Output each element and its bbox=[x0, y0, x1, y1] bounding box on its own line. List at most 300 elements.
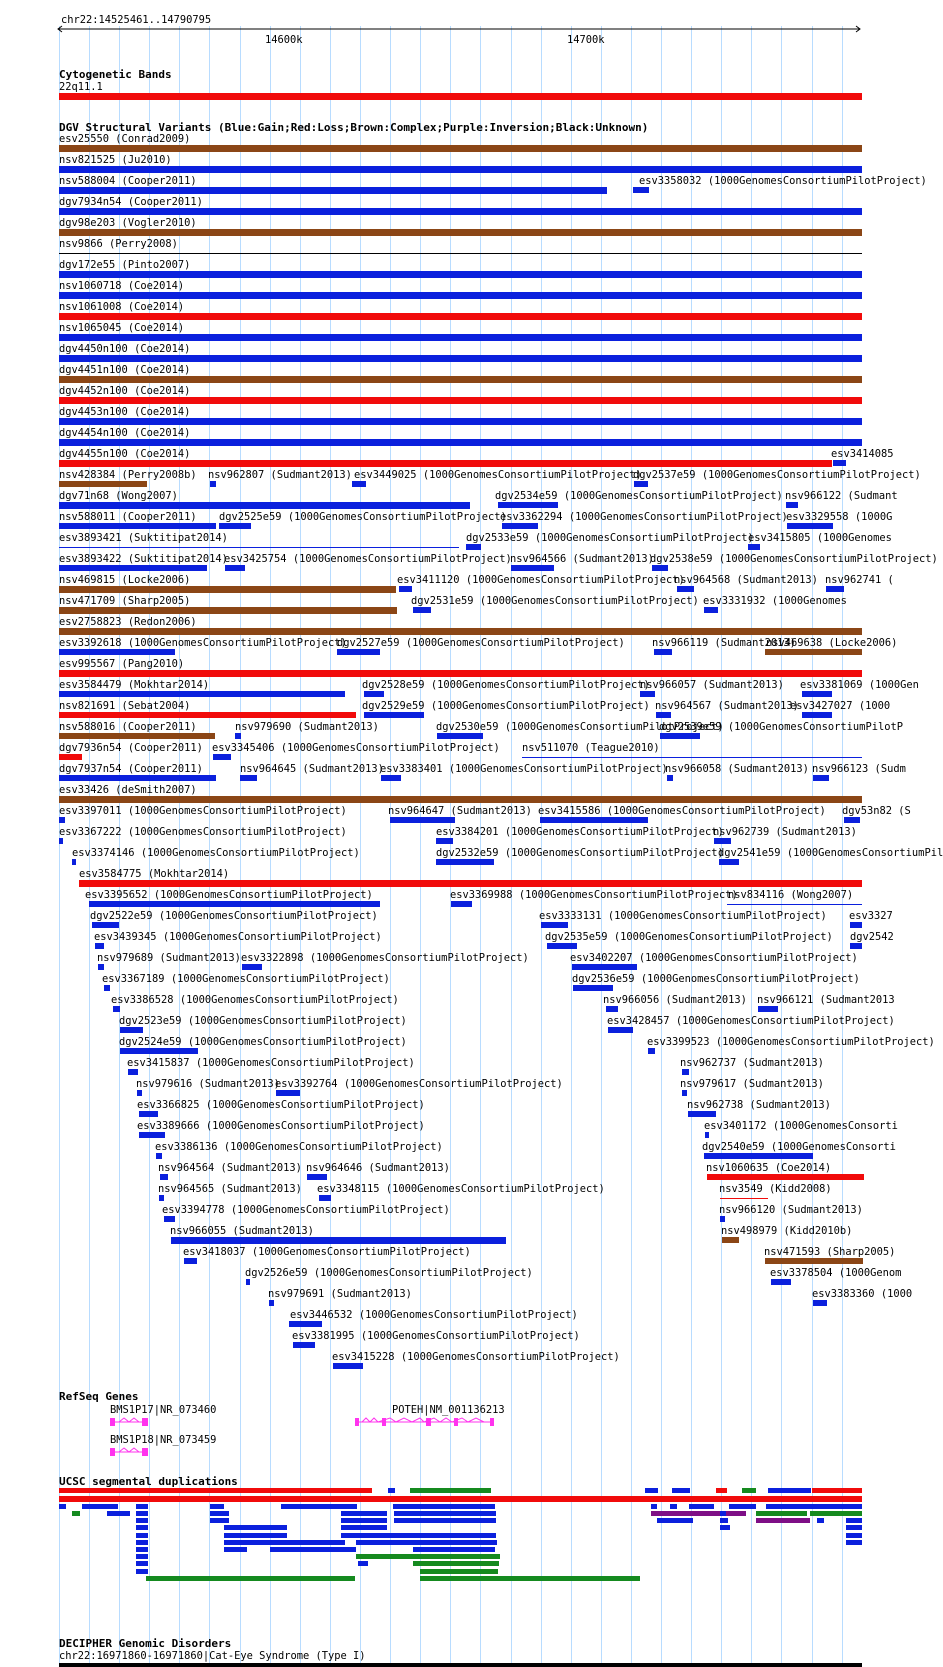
variant-label[interactable]: nsv979617 (Sudmant2013) bbox=[680, 1078, 824, 1090]
variant-bar[interactable] bbox=[59, 670, 862, 677]
variant-bar[interactable] bbox=[59, 817, 65, 823]
segdup-block[interactable] bbox=[356, 1540, 497, 1545]
variant-bar[interactable] bbox=[633, 187, 649, 193]
segdup-block[interactable] bbox=[136, 1554, 148, 1559]
variant-bar[interactable] bbox=[59, 775, 216, 781]
segdup-block[interactable] bbox=[82, 1504, 118, 1509]
variant-bar[interactable] bbox=[59, 460, 832, 467]
variant-label[interactable]: esv3394778 (1000GenomesConsortiumPilotProject) bbox=[162, 1204, 450, 1216]
variant-label[interactable]: esv25550 (Conrad2009) bbox=[59, 133, 191, 145]
variant-label[interactable]: esv3893422 (Suktitipat2014) bbox=[59, 553, 228, 565]
variant-label[interactable]: esv3584775 (Mokhtar2014) bbox=[79, 868, 230, 880]
variant-label[interactable]: esv995567 (Pang2010) bbox=[59, 658, 185, 670]
variant-label[interactable]: esv3374146 (1000GenomesConsortiumPilotProject) bbox=[72, 847, 360, 859]
variant-bar[interactable] bbox=[59, 628, 862, 635]
variant-label[interactable]: dgv2541e59 (1000GenomesConsortiumPil bbox=[718, 847, 943, 859]
segdup-block[interactable] bbox=[750, 1504, 756, 1509]
variant-label[interactable]: esv3395652 (1000GenomesConsortiumPilotProject) bbox=[85, 889, 373, 901]
variant-bar[interactable] bbox=[225, 565, 245, 571]
variant-bar[interactable] bbox=[748, 544, 760, 550]
segdup-block[interactable] bbox=[756, 1511, 807, 1516]
segdup-block[interactable] bbox=[716, 1488, 727, 1493]
variant-label[interactable]: esv3366825 (1000GenomesConsortiumPilotProject) bbox=[137, 1099, 425, 1111]
variant-bar[interactable] bbox=[606, 1006, 618, 1012]
segdup-block[interactable] bbox=[689, 1504, 714, 1509]
variant-bar[interactable] bbox=[547, 943, 577, 949]
variant-bar[interactable] bbox=[307, 1174, 327, 1180]
variant-bar[interactable] bbox=[59, 187, 607, 194]
segdup-block[interactable] bbox=[59, 1488, 372, 1493]
variant-label[interactable]: nsv821525 (Ju2010) bbox=[59, 154, 172, 166]
variant-label[interactable]: nsv962739 (Sudmant2013) bbox=[713, 826, 857, 838]
variant-bar[interactable] bbox=[802, 712, 832, 718]
gene-label[interactable]: BMS1P18|NR_073459 bbox=[110, 1434, 217, 1446]
variant-label[interactable]: esv3389666 (1000GenomesConsortiumPilotProject) bbox=[137, 1120, 425, 1132]
variant-label[interactable]: esv3415837 (1000GenomesConsortiumPilotProject) bbox=[127, 1057, 415, 1069]
variant-label[interactable]: esv3362294 (1000GenomesConsortiumPilotProject) bbox=[500, 511, 788, 523]
variant-bar[interactable] bbox=[704, 607, 718, 613]
variant-bar[interactable] bbox=[802, 691, 832, 697]
variant-label[interactable]: nsv821691 (Sebat2004) bbox=[59, 700, 191, 712]
variant-bar[interactable] bbox=[765, 649, 862, 655]
variant-label[interactable]: nsv966055 (Sudmant2013) bbox=[170, 1225, 314, 1237]
gene-model-glyph[interactable] bbox=[109, 1416, 149, 1428]
variant-label[interactable]: esv3384201 (1000GenomesConsortiumPilotProject) bbox=[436, 826, 724, 838]
variant-bar[interactable] bbox=[364, 691, 384, 697]
variant-label[interactable]: esv3397011 (1000GenomesConsortiumPilotProject) bbox=[59, 805, 347, 817]
variant-label[interactable]: esv3329558 (1000G bbox=[786, 511, 893, 523]
variant-label[interactable]: esv3415586 (1000GenomesConsortiumPilotProject) bbox=[538, 805, 826, 817]
segdup-block[interactable] bbox=[393, 1504, 495, 1509]
variant-label[interactable]: esv3369988 (1000GenomesConsortiumPilotProject) bbox=[450, 889, 738, 901]
variant-label[interactable]: esv3327 bbox=[849, 910, 893, 922]
variant-bar[interactable] bbox=[437, 733, 483, 739]
segdup-block[interactable] bbox=[136, 1569, 148, 1574]
variant-label[interactable]: esv3418037 (1000GenomesConsortiumPilotProject) bbox=[183, 1246, 471, 1258]
segdup-block[interactable] bbox=[341, 1525, 387, 1530]
variant-label[interactable]: esv3392764 (1000GenomesConsortiumPilotProject) bbox=[275, 1078, 563, 1090]
variant-bar[interactable] bbox=[511, 565, 554, 571]
variant-bar[interactable] bbox=[634, 481, 648, 487]
variant-bar[interactable] bbox=[850, 922, 862, 928]
variant-bar[interactable] bbox=[719, 859, 739, 865]
variant-label[interactable]: nsv471593 (Sharp2005) bbox=[764, 1246, 896, 1258]
segdup-block[interactable] bbox=[136, 1504, 148, 1509]
variant-bar[interactable] bbox=[242, 964, 262, 970]
variant-bar[interactable] bbox=[269, 1300, 274, 1306]
variant-label[interactable]: nsv979689 (Sudmant2013) bbox=[97, 952, 241, 964]
variant-label[interactable]: nsv966058 (Sudmant2013) bbox=[665, 763, 809, 775]
variant-label[interactable]: dgv2540e59 (1000GenomesConsorti bbox=[702, 1141, 896, 1153]
variant-bar[interactable] bbox=[705, 1132, 709, 1138]
variant-bar[interactable] bbox=[210, 481, 216, 487]
variant-bar[interactable] bbox=[682, 1069, 689, 1075]
variant-bar[interactable] bbox=[113, 1006, 120, 1012]
variant-label[interactable]: nsv962807 (Sudmant2013) bbox=[208, 469, 352, 481]
gene-model-glyph[interactable] bbox=[354, 1416, 496, 1428]
variant-bar[interactable] bbox=[786, 502, 798, 508]
variant-label[interactable]: dgv2524e59 (1000GenomesConsortiumPilotProject) bbox=[119, 1036, 407, 1048]
variant-label[interactable]: nsv964568 (Sudmant2013) bbox=[674, 574, 818, 586]
variant-label[interactable]: nsv834116 (Wong2007) bbox=[728, 889, 854, 901]
variant-bar[interactable] bbox=[120, 1027, 143, 1033]
variant-label[interactable]: nsv511070 (Teague2010) bbox=[522, 742, 660, 754]
variant-label[interactable]: nsv962738 (Sudmant2013) bbox=[687, 1099, 831, 1111]
variant-bar[interactable] bbox=[59, 397, 862, 404]
variant-label[interactable]: dgv2531e59 (1000GenomesConsortiumPilotProject) bbox=[411, 595, 699, 607]
variant-label[interactable]: nsv588004 (Cooper2011) bbox=[59, 175, 197, 187]
variant-bar[interactable] bbox=[276, 1090, 300, 1096]
segdup-block[interactable] bbox=[358, 1561, 368, 1566]
variant-bar[interactable] bbox=[720, 1216, 725, 1222]
variant-label[interactable]: nsv498979 (Kidd2010b) bbox=[721, 1225, 853, 1237]
variant-label[interactable]: esv3367222 (1000GenomesConsortiumPilotProject) bbox=[59, 826, 347, 838]
variant-label[interactable]: nsv964647 (Sudmant2013) bbox=[388, 805, 532, 817]
variant-bar[interactable] bbox=[850, 943, 862, 949]
variant-label[interactable]: esv3402207 (1000GenomesConsortiumPilotProject) bbox=[570, 952, 858, 964]
segdup-block[interactable] bbox=[72, 1511, 80, 1516]
variant-label[interactable]: nsv964567 (Sudmant2013) bbox=[655, 700, 799, 712]
variant-bar[interactable] bbox=[381, 775, 401, 781]
variant-label[interactable]: esv3893421 (Suktitipat2014) bbox=[59, 532, 228, 544]
variant-label[interactable]: nsv966122 (Sudmant bbox=[785, 490, 898, 502]
segdup-block[interactable] bbox=[136, 1540, 148, 1545]
variant-label[interactable]: nsv588011 (Cooper2011) bbox=[59, 511, 197, 523]
variant-bar[interactable] bbox=[213, 754, 231, 760]
segdup-block[interactable] bbox=[210, 1518, 229, 1523]
segdup-block[interactable] bbox=[756, 1518, 810, 1523]
variant-bar[interactable] bbox=[682, 1090, 687, 1096]
variant-bar[interactable] bbox=[293, 1342, 315, 1348]
variant-bar[interactable] bbox=[660, 733, 700, 739]
variant-bar[interactable] bbox=[59, 547, 459, 548]
gene-model-glyph[interactable] bbox=[109, 1446, 149, 1458]
variant-label[interactable]: nsv9866 (Perry2008) bbox=[59, 238, 178, 250]
variant-label[interactable]: esv33426 (deSmith2007) bbox=[59, 784, 197, 796]
variant-label[interactable]: dgv2539e59 (1000GenomesConsortiumPilotP bbox=[659, 721, 903, 733]
variant-label[interactable]: dgv71n68 (Wong2007) bbox=[59, 490, 178, 502]
variant-bar[interactable] bbox=[714, 838, 731, 844]
variant-bar[interactable] bbox=[59, 712, 356, 718]
variant-label[interactable]: nsv962741 ( bbox=[825, 574, 894, 586]
variant-bar[interactable] bbox=[758, 1006, 778, 1012]
variant-label[interactable]: nsv1065045 (Coe2014) bbox=[59, 322, 185, 334]
variant-label[interactable]: esv3322898 (1000GenomesConsortiumPilotProject) bbox=[241, 952, 529, 964]
variant-bar[interactable] bbox=[59, 691, 345, 697]
variant-label[interactable]: nsv469815 (Locke2006) bbox=[59, 574, 191, 586]
variant-bar[interactable] bbox=[826, 586, 844, 592]
variant-bar[interactable] bbox=[139, 1132, 165, 1138]
segdup-block[interactable] bbox=[59, 1496, 862, 1502]
variant-bar[interactable] bbox=[59, 229, 862, 236]
variant-label[interactable]: esv3383360 (1000 bbox=[812, 1288, 913, 1300]
segdup-block[interactable] bbox=[413, 1547, 495, 1552]
variant-label[interactable]: esv3333131 (1000GenomesConsortiumPilotProject) bbox=[539, 910, 827, 922]
variant-bar[interactable] bbox=[844, 817, 860, 823]
segdup-block[interactable] bbox=[341, 1511, 387, 1516]
variant-bar[interactable] bbox=[436, 838, 453, 844]
variant-label[interactable]: dgv7936n54 (Cooper2011) bbox=[59, 742, 203, 754]
variant-bar[interactable] bbox=[59, 586, 396, 593]
segdup-block[interactable] bbox=[413, 1561, 499, 1566]
segdup-block[interactable] bbox=[846, 1518, 862, 1523]
segdup-block[interactable] bbox=[224, 1525, 287, 1530]
variant-bar[interactable] bbox=[436, 859, 494, 865]
variant-label[interactable]: nsv966120 (Sudmant2013) bbox=[719, 1204, 863, 1216]
variant-label[interactable]: esv3439345 (1000GenomesConsortiumPilotProject) bbox=[94, 931, 382, 943]
variant-bar[interactable] bbox=[59, 334, 862, 341]
variant-label[interactable]: nsv966056 (Sudmant2013) bbox=[603, 994, 747, 1006]
variant-bar[interactable] bbox=[648, 1048, 655, 1054]
variant-label[interactable]: nsv966123 (Sudm bbox=[812, 763, 906, 775]
variant-bar[interactable] bbox=[92, 922, 119, 928]
segdup-block[interactable] bbox=[846, 1540, 862, 1545]
variant-bar[interactable] bbox=[59, 376, 862, 383]
variant-label[interactable]: esv2758823 (Redon2006) bbox=[59, 616, 197, 628]
variant-bar[interactable] bbox=[59, 166, 862, 173]
variant-label[interactable]: esv3367189 (1000GenomesConsortiumPilotProject) bbox=[102, 973, 390, 985]
variant-bar[interactable] bbox=[654, 649, 672, 655]
variant-label[interactable]: esv3345406 (1000GenomesConsortiumPilotProject) bbox=[212, 742, 500, 754]
variant-label[interactable]: esv3399523 (1000GenomesConsortiumPilotProject) bbox=[647, 1036, 935, 1048]
variant-label[interactable]: dgv2526e59 (1000GenomesConsortiumPilotProject) bbox=[245, 1267, 533, 1279]
segdup-block[interactable] bbox=[670, 1504, 677, 1509]
segdup-block[interactable] bbox=[136, 1518, 148, 1523]
variant-bar[interactable] bbox=[640, 691, 655, 697]
variant-bar[interactable] bbox=[59, 481, 147, 487]
segdup-block[interactable] bbox=[394, 1511, 496, 1516]
variant-label[interactable]: esv3392618 (1000GenomesConsortiumPilotProject) bbox=[59, 637, 347, 649]
variant-bar[interactable] bbox=[289, 1321, 322, 1327]
variant-label[interactable]: dgv2532e59 (1000GenomesConsortiumPilotProject) bbox=[436, 847, 724, 859]
variant-bar[interactable] bbox=[652, 565, 668, 571]
variant-bar[interactable] bbox=[89, 901, 380, 907]
segdup-block[interactable] bbox=[224, 1533, 287, 1538]
variant-label[interactable]: esv3358032 (1000GenomesConsortiumPilotProject) bbox=[639, 175, 927, 187]
variant-bar[interactable] bbox=[59, 439, 862, 446]
variant-label[interactable]: nsv966119 (Sudmant2013) bbox=[652, 637, 796, 649]
variant-bar[interactable] bbox=[219, 523, 251, 529]
segdup-block[interactable] bbox=[356, 1554, 500, 1559]
variant-label[interactable]: esv3446532 (1000GenomesConsortiumPilotProject) bbox=[290, 1309, 578, 1321]
segdup-block[interactable] bbox=[420, 1576, 640, 1581]
variant-bar[interactable] bbox=[833, 460, 846, 466]
variant-label[interactable]: esv3427027 (1000 bbox=[790, 700, 891, 712]
segdup-block[interactable] bbox=[810, 1511, 862, 1516]
variant-label[interactable]: dgv2536e59 (1000GenomesConsortiumPilotProject) bbox=[572, 973, 860, 985]
variant-label[interactable]: nsv3549 (Kidd2008) bbox=[719, 1183, 832, 1195]
variant-bar[interactable] bbox=[160, 1174, 168, 1180]
segdup-block[interactable] bbox=[388, 1488, 395, 1493]
variant-bar[interactable] bbox=[522, 757, 862, 758]
variant-label[interactable]: nsv962737 (Sudmant2013) bbox=[680, 1057, 824, 1069]
variant-bar[interactable] bbox=[240, 775, 257, 781]
variant-bar[interactable] bbox=[59, 271, 862, 278]
variant-bar[interactable] bbox=[59, 253, 862, 254]
segdup-block[interactable] bbox=[341, 1533, 496, 1538]
variant-label[interactable]: esv3449025 (1000GenomesConsortiumPilotProject) bbox=[354, 469, 642, 481]
variant-label[interactable]: dgv4450n100 (Coe2014) bbox=[59, 343, 191, 355]
variant-label[interactable]: dgv2529e59 (1000GenomesConsortiumPilotProject) bbox=[362, 700, 650, 712]
variant-label[interactable]: esv3381069 (1000Gen bbox=[800, 679, 919, 691]
variant-label[interactable]: dgv2528e59 (1000GenomesConsortiumPilotProject) bbox=[362, 679, 650, 691]
variant-bar[interactable] bbox=[502, 523, 538, 529]
variant-label[interactable]: esv3386136 (1000GenomesConsortiumPilotProject) bbox=[155, 1141, 443, 1153]
variant-label[interactable]: nsv979691 (Sudmant2013) bbox=[268, 1288, 412, 1300]
variant-label[interactable]: dgv4451n100 (Coe2014) bbox=[59, 364, 191, 376]
variant-bar[interactable] bbox=[608, 1027, 633, 1033]
segdup-block[interactable] bbox=[224, 1547, 247, 1552]
segdup-block[interactable] bbox=[410, 1488, 491, 1493]
variant-bar[interactable] bbox=[333, 1363, 363, 1369]
variant-bar[interactable] bbox=[466, 544, 481, 550]
variant-label[interactable]: dgv2523e59 (1000GenomesConsortiumPilotProject) bbox=[119, 1015, 407, 1027]
variant-label[interactable]: dgv2527e59 (1000GenomesConsortiumPilotProject) bbox=[337, 637, 625, 649]
segdup-block[interactable] bbox=[136, 1561, 148, 1566]
variant-bar[interactable] bbox=[156, 1153, 162, 1159]
variant-label[interactable]: nsv1060718 (Coe2014) bbox=[59, 280, 185, 292]
variant-bar[interactable] bbox=[72, 859, 76, 865]
variant-label[interactable]: esv3584479 (Mokhtar2014) bbox=[59, 679, 210, 691]
segdup-block[interactable] bbox=[420, 1569, 498, 1574]
variant-bar[interactable] bbox=[59, 145, 862, 152]
segdup-block[interactable] bbox=[270, 1547, 356, 1552]
variant-bar[interactable] bbox=[656, 712, 671, 718]
variant-label[interactable]: dgv172e55 (Pinto2007) bbox=[59, 259, 191, 271]
segdup-block[interactable] bbox=[742, 1488, 756, 1493]
variant-bar[interactable] bbox=[59, 292, 862, 299]
variant-bar[interactable] bbox=[572, 964, 637, 970]
variant-label[interactable]: esv3425754 (1000GenomesConsortiumPilotProject) bbox=[224, 553, 512, 565]
variant-bar[interactable] bbox=[59, 565, 207, 571]
segdup-block[interactable] bbox=[812, 1488, 862, 1493]
variant-label[interactable]: dgv2533e59 (1000GenomesConsortiumPilotProject) bbox=[466, 532, 754, 544]
variant-bar[interactable] bbox=[540, 817, 648, 823]
variant-label[interactable]: nsv1061008 (Coe2014) bbox=[59, 301, 185, 313]
variant-bar[interactable] bbox=[59, 754, 82, 760]
variant-label[interactable]: esv3415228 (1000GenomesConsortiumPilotProject) bbox=[332, 1351, 620, 1363]
variant-label[interactable]: nsv471709 (Sharp2005) bbox=[59, 595, 191, 607]
variant-bar[interactable] bbox=[413, 607, 431, 613]
variant-label[interactable]: dgv2534e59 (1000GenomesConsortiumPilotProject) bbox=[495, 490, 783, 502]
segdup-block[interactable] bbox=[651, 1511, 746, 1516]
variant-bar[interactable] bbox=[771, 1279, 791, 1285]
variant-label[interactable]: dgv2537e59 (1000GenomesConsortiumPilotProject) bbox=[633, 469, 921, 481]
segdup-block[interactable] bbox=[817, 1518, 824, 1523]
variant-label[interactable]: nsv964565 (Sudmant2013) bbox=[158, 1183, 302, 1195]
variant-bar[interactable] bbox=[235, 733, 241, 739]
variant-bar[interactable] bbox=[137, 1090, 142, 1096]
variant-bar[interactable] bbox=[390, 817, 455, 823]
segdup-block[interactable] bbox=[210, 1504, 224, 1509]
variant-label[interactable]: nsv964566 (Sudmant2013) bbox=[510, 553, 654, 565]
variant-label[interactable]: nsv428384 (Perry2008b) bbox=[59, 469, 197, 481]
variant-bar[interactable] bbox=[246, 1279, 250, 1285]
variant-bar[interactable] bbox=[667, 775, 673, 781]
variant-bar[interactable] bbox=[79, 880, 862, 887]
variant-label[interactable]: nsv966121 (Sudmant2013 bbox=[757, 994, 895, 1006]
variant-bar[interactable] bbox=[59, 796, 862, 803]
segdup-block[interactable] bbox=[645, 1488, 658, 1493]
variant-bar[interactable] bbox=[159, 1195, 164, 1201]
cytoband-bar[interactable] bbox=[59, 93, 862, 100]
variant-bar[interactable] bbox=[59, 523, 216, 529]
gene-label[interactable]: BMS1P17|NR_073460 bbox=[110, 1404, 217, 1416]
variant-bar[interactable] bbox=[498, 502, 558, 508]
variant-label[interactable]: dgv53n82 (S bbox=[842, 805, 911, 817]
variant-bar[interactable] bbox=[319, 1195, 331, 1201]
gene-label[interactable]: POTEH|NM_001136213 bbox=[392, 1404, 505, 1416]
variant-bar[interactable] bbox=[677, 586, 694, 592]
segdup-block[interactable] bbox=[846, 1533, 862, 1538]
decipher-bar[interactable] bbox=[59, 1663, 862, 1667]
variant-bar[interactable] bbox=[541, 922, 568, 928]
variant-bar[interactable] bbox=[59, 313, 862, 320]
segdup-block[interactable] bbox=[720, 1518, 728, 1523]
variant-label[interactable]: nsv979690 (Sudmant2013) bbox=[235, 721, 379, 733]
variant-bar[interactable] bbox=[128, 1069, 138, 1075]
variant-bar[interactable] bbox=[95, 943, 104, 949]
segdup-block[interactable] bbox=[146, 1576, 355, 1581]
variant-label[interactable]: dgv4452n100 (Coe2014) bbox=[59, 385, 191, 397]
variant-label[interactable]: nsv469638 (Locke2006) bbox=[766, 637, 898, 649]
variant-label[interactable]: esv3348115 (1000GenomesConsortiumPilotProject) bbox=[317, 1183, 605, 1195]
variant-bar[interactable] bbox=[139, 1111, 158, 1117]
segdup-block[interactable] bbox=[136, 1547, 148, 1552]
variant-label[interactable]: esv3428457 (1000GenomesConsortiumPilotProject) bbox=[607, 1015, 895, 1027]
segdup-block[interactable] bbox=[341, 1518, 387, 1523]
segdup-block[interactable] bbox=[657, 1518, 693, 1523]
variant-bar[interactable] bbox=[573, 985, 613, 991]
variant-label[interactable]: esv3331932 (1000Genomes bbox=[703, 595, 847, 607]
segdup-block[interactable] bbox=[107, 1511, 130, 1516]
variant-bar[interactable] bbox=[352, 481, 366, 487]
variant-bar[interactable] bbox=[120, 1048, 198, 1054]
variant-bar[interactable] bbox=[727, 904, 862, 905]
variant-label[interactable]: dgv2522e59 (1000GenomesConsortiumPilotProject) bbox=[90, 910, 378, 922]
segdup-block[interactable] bbox=[281, 1504, 357, 1509]
variant-label[interactable]: esv3381995 (1000GenomesConsortiumPilotProject) bbox=[292, 1330, 580, 1342]
variant-bar[interactable] bbox=[59, 838, 63, 844]
segdup-block[interactable] bbox=[136, 1525, 148, 1530]
segdup-block[interactable] bbox=[768, 1488, 811, 1493]
segdup-block[interactable] bbox=[720, 1511, 726, 1516]
variant-label[interactable]: esv3386528 (1000GenomesConsortiumPilotProject) bbox=[111, 994, 399, 1006]
variant-bar[interactable] bbox=[399, 586, 412, 592]
decipher-item-label[interactable]: chr22:16971860-16971860|Cat-Eye Syndrome (Type I) bbox=[59, 1650, 366, 1662]
variant-label[interactable]: dgv2530e59 (1000GenomesConsortiumPilotProject) bbox=[436, 721, 724, 733]
variant-label[interactable]: esv3414085 bbox=[831, 448, 894, 460]
variant-label[interactable]: dgv2538e59 (1000GenomesConsortiumPilotProject) bbox=[650, 553, 938, 565]
variant-bar[interactable] bbox=[787, 523, 833, 529]
variant-label[interactable]: esv3383401 (1000GenomesConsortiumPilotProject) bbox=[380, 763, 668, 775]
variant-bar[interactable] bbox=[707, 1174, 864, 1180]
segdup-block[interactable] bbox=[136, 1511, 148, 1516]
variant-label[interactable]: esv3415805 (1000Genomes bbox=[748, 532, 892, 544]
variant-bar[interactable] bbox=[813, 775, 829, 781]
variant-bar[interactable] bbox=[364, 712, 424, 718]
segdup-block[interactable] bbox=[720, 1525, 730, 1530]
segdup-block[interactable] bbox=[210, 1511, 229, 1516]
variant-bar[interactable] bbox=[59, 733, 215, 739]
variant-bar[interactable] bbox=[104, 985, 110, 991]
variant-bar[interactable] bbox=[59, 502, 470, 509]
variant-label[interactable]: nsv964564 (Sudmant2013) bbox=[158, 1162, 302, 1174]
segdup-block[interactable] bbox=[766, 1504, 862, 1509]
variant-bar[interactable] bbox=[59, 649, 175, 655]
variant-bar[interactable] bbox=[704, 1153, 813, 1159]
variant-label[interactable]: nsv966057 (Sudmant2013) bbox=[640, 679, 784, 691]
